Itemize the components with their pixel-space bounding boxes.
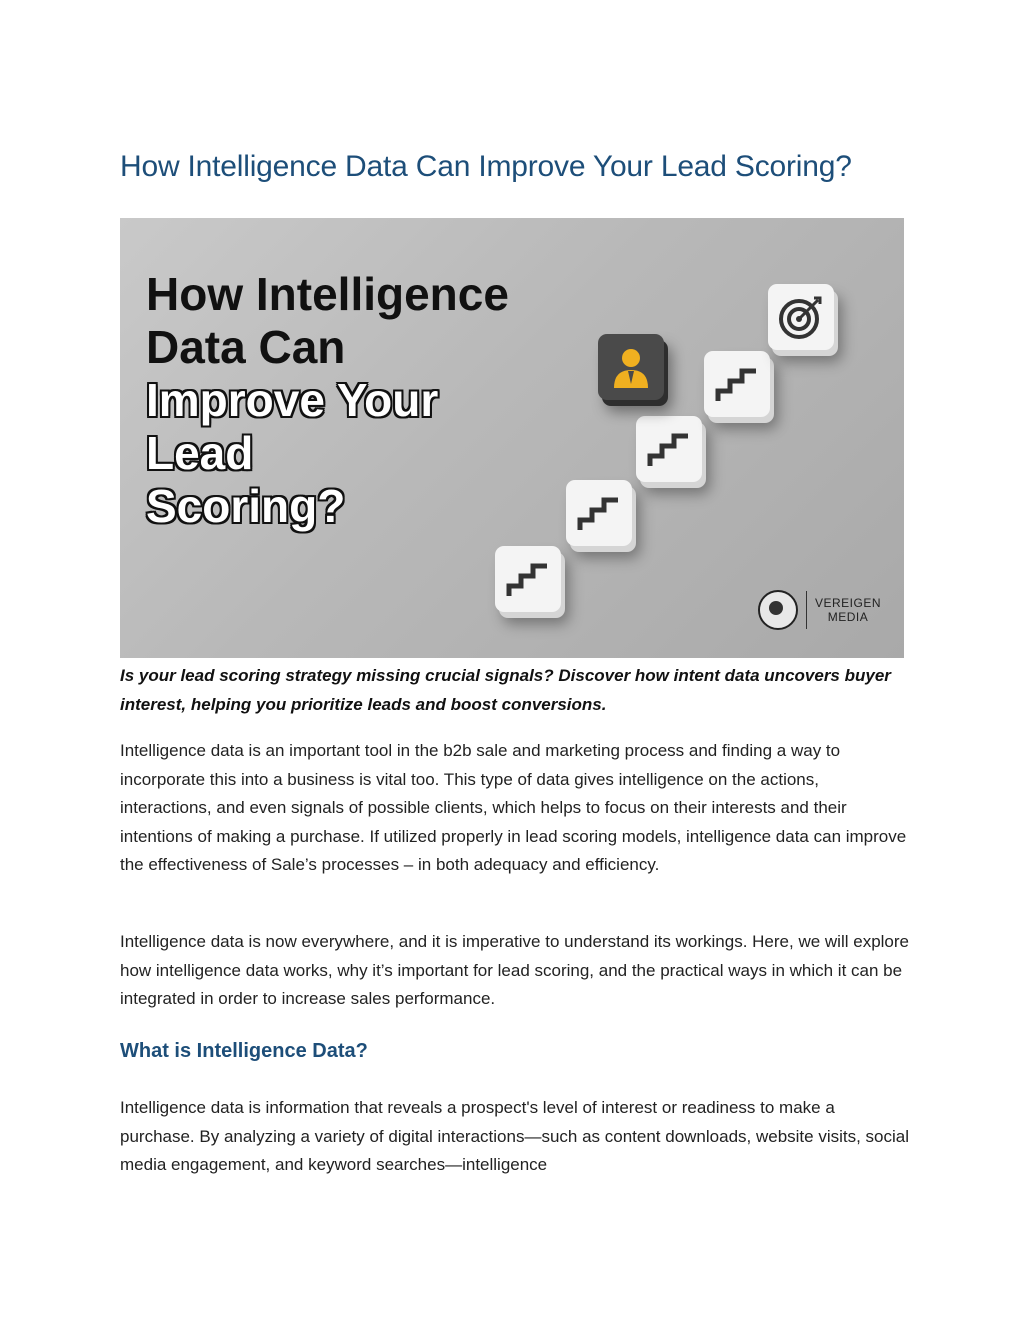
lead-paragraph: Is your lead scoring strategy missing crucial signals? Discover how intent data uncovers buyer interest, helping you prioritize leads and boost conversions. <box>120 666 891 714</box>
body-paragraph: Intelligence data is now everywhere, and it is imperative to understand its workings. Here, we will explore how intelligence data works, why it’s important for lead scoring, and the practical ways in which it can be integrated in order to increase sales performance. <box>120 932 909 1009</box>
logo-emblem-icon <box>758 590 798 630</box>
hero-title-line: How Intelligence <box>146 268 509 320</box>
hero-title-line: Data Can <box>146 321 346 373</box>
vereigen-media-logo <box>758 590 881 630</box>
page-title: How Intelligence Data Can Improve Your Lead Scoring? <box>120 150 852 183</box>
stairs-cube-icon <box>636 416 702 482</box>
hero-title-line: Lead <box>146 427 254 479</box>
stairs-cube-icon <box>566 480 632 546</box>
body-paragraph: Intelligence data is an important tool in the b2b sale and marketing process and finding a way to incorporate this into a business is vital too. This type of data gives intelligence on the actions, interactions, and even signals of possible clients, which helps to focus on their interests and their intentions of making a purchase. If utilized properly in lead scoring models, intelligence data can improve the effectiveness of Sale’s processes – in both adequacy and efficiency. <box>120 741 907 875</box>
logo-text <box>815 596 881 624</box>
section-heading: What is Intelligence Data? <box>120 1040 368 1062</box>
hero-title-line: Improve Your <box>146 374 439 426</box>
stairs-cube-icon <box>704 351 770 417</box>
target-cube-icon <box>768 284 834 350</box>
body-paragraph: Intelligence data is information that reveals a prospect's level of interest or readiness to make a purchase. By analyzing a variety of digital interactions—such as content downloads, website visits, social media engagement, and keyword searches—intelligence <box>120 1098 910 1175</box>
logo-line: MEDIA <box>827 610 869 624</box>
hero-title <box>146 268 509 533</box>
person-cube-icon <box>598 334 664 400</box>
hero-title-line: Scoring? <box>146 480 346 532</box>
logo-divider <box>806 591 807 629</box>
logo-line: VEREIGEN <box>815 596 882 610</box>
stairs-cube-icon <box>495 546 561 612</box>
hero-image <box>120 218 904 658</box>
